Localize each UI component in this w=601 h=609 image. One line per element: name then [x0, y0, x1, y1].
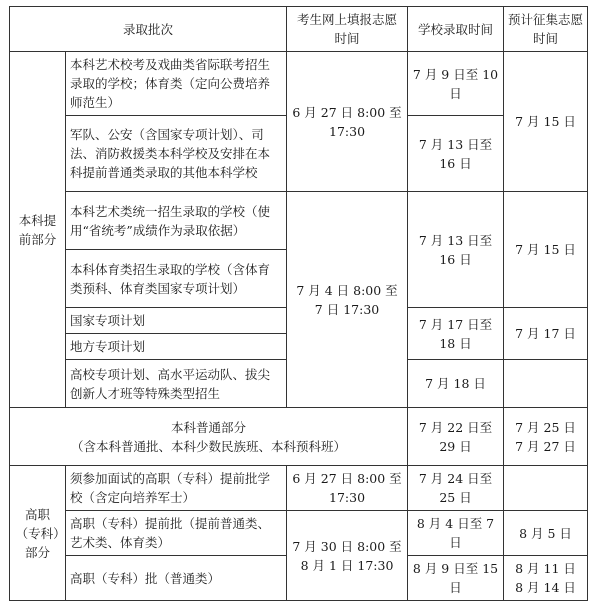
batch-cell: 高校专项计划、高水平运动队、拔尖创新人才班等特殊类型招生: [66, 360, 287, 408]
table-row: [10, 408, 588, 466]
online-time-cell: 7 月 30 日 8:00 至 8 月 1 日 17:30: [287, 511, 408, 601]
group-regular-title: 本科普通部分: [171, 419, 247, 435]
table-row: [10, 192, 588, 250]
group-vocational: 高职（专科）部分: [10, 466, 66, 601]
header-batch: 录取批次: [10, 7, 287, 52]
solicit-date: 7 月 25 日: [515, 419, 576, 435]
admit-time-cell: 7 月 13 日至 16 日: [408, 116, 504, 192]
admit-time-cell: 7 月 22 日至 29 日: [408, 408, 504, 466]
solicit-time-cell: 7 月 17 日: [504, 308, 588, 360]
online-time-cell: 6 月 27 日 8:00 至 17:30: [287, 52, 408, 192]
admit-time-cell: 7 月 24 日至 25 日: [408, 466, 504, 511]
admit-time-cell: 8 月 9 日至 15 日: [408, 556, 504, 601]
group-regular: [10, 408, 408, 466]
admit-time-cell: 7 月 18 日: [408, 360, 504, 408]
batch-cell: 本科艺术类统一招生录取的学校（使用“省统考”成绩作为录取依据）: [66, 192, 287, 250]
header-admit-time: 学校录取时间: [408, 7, 504, 52]
batch-cell: 高职（专科）批（普通类）: [66, 556, 287, 601]
group-regular-note: （含本科普通批、本科少数民族班、本科预科班）: [71, 438, 347, 454]
batch-cell: 军队、公安（含国家专项计划）、司法、消防救援类本科学校及安排在本科提前普通类录取的其他本科学校: [66, 116, 287, 192]
header-solicit-time: 预计征集志愿时间: [504, 7, 588, 52]
group-early: 本科提前部分: [10, 52, 66, 408]
solicit-date: 8 月 14 日: [515, 580, 576, 595]
batch-cell: 本科体育类招生录取的学校（含体育类预科、体育类国家专项计划）: [66, 250, 287, 308]
solicit-time-cell: 7 月 15 日: [504, 52, 588, 192]
solicit-time-cell-empty: [504, 466, 588, 511]
solicit-time-cell: [504, 408, 588, 466]
batch-cell: 高职（专科）提前批（提前普通类、艺术类、体育类）: [66, 511, 287, 556]
solicit-time-cell: 7 月 15 日: [504, 192, 588, 308]
table-row: [10, 511, 588, 556]
solicit-time-cell: 8 月 5 日: [504, 511, 588, 556]
batch-cell: 须参加面试的高职（专科）提前批学校（含定向培养军士）: [66, 466, 287, 511]
solicit-time-cell: [504, 556, 588, 601]
batch-cell: 本科艺术校考及戏曲类省际联考招生录取的学校；体育类（定向公费培养师范生）: [66, 52, 287, 116]
table-row: [10, 52, 588, 116]
admit-time-cell: 7 月 13 日至 16 日: [408, 192, 504, 308]
solicit-time-cell-empty: [504, 360, 588, 408]
admit-time-cell: 7 月 9 日至 10 日: [408, 52, 504, 116]
solicit-date: 7 月 27 日: [515, 438, 576, 454]
admit-time-cell: 8 月 4 日至 7 日: [408, 511, 504, 556]
batch-cell: 地方专项计划: [66, 334, 287, 360]
online-time-cell: 6 月 27 日 8:00 至 17:30: [287, 466, 408, 511]
header-row: [10, 7, 588, 52]
batch-cell: 国家专项计划: [66, 308, 287, 334]
table-row: [10, 466, 588, 511]
admission-schedule-table: [9, 6, 588, 601]
admit-time-cell: 7 月 17 日至 18 日: [408, 308, 504, 360]
solicit-date: 8 月 11 日: [515, 561, 576, 576]
online-time-cell: 7 月 4 日 8:00 至 7 日 17:30: [287, 192, 408, 408]
header-online-time: 考生网上填报志愿时间: [287, 7, 408, 52]
